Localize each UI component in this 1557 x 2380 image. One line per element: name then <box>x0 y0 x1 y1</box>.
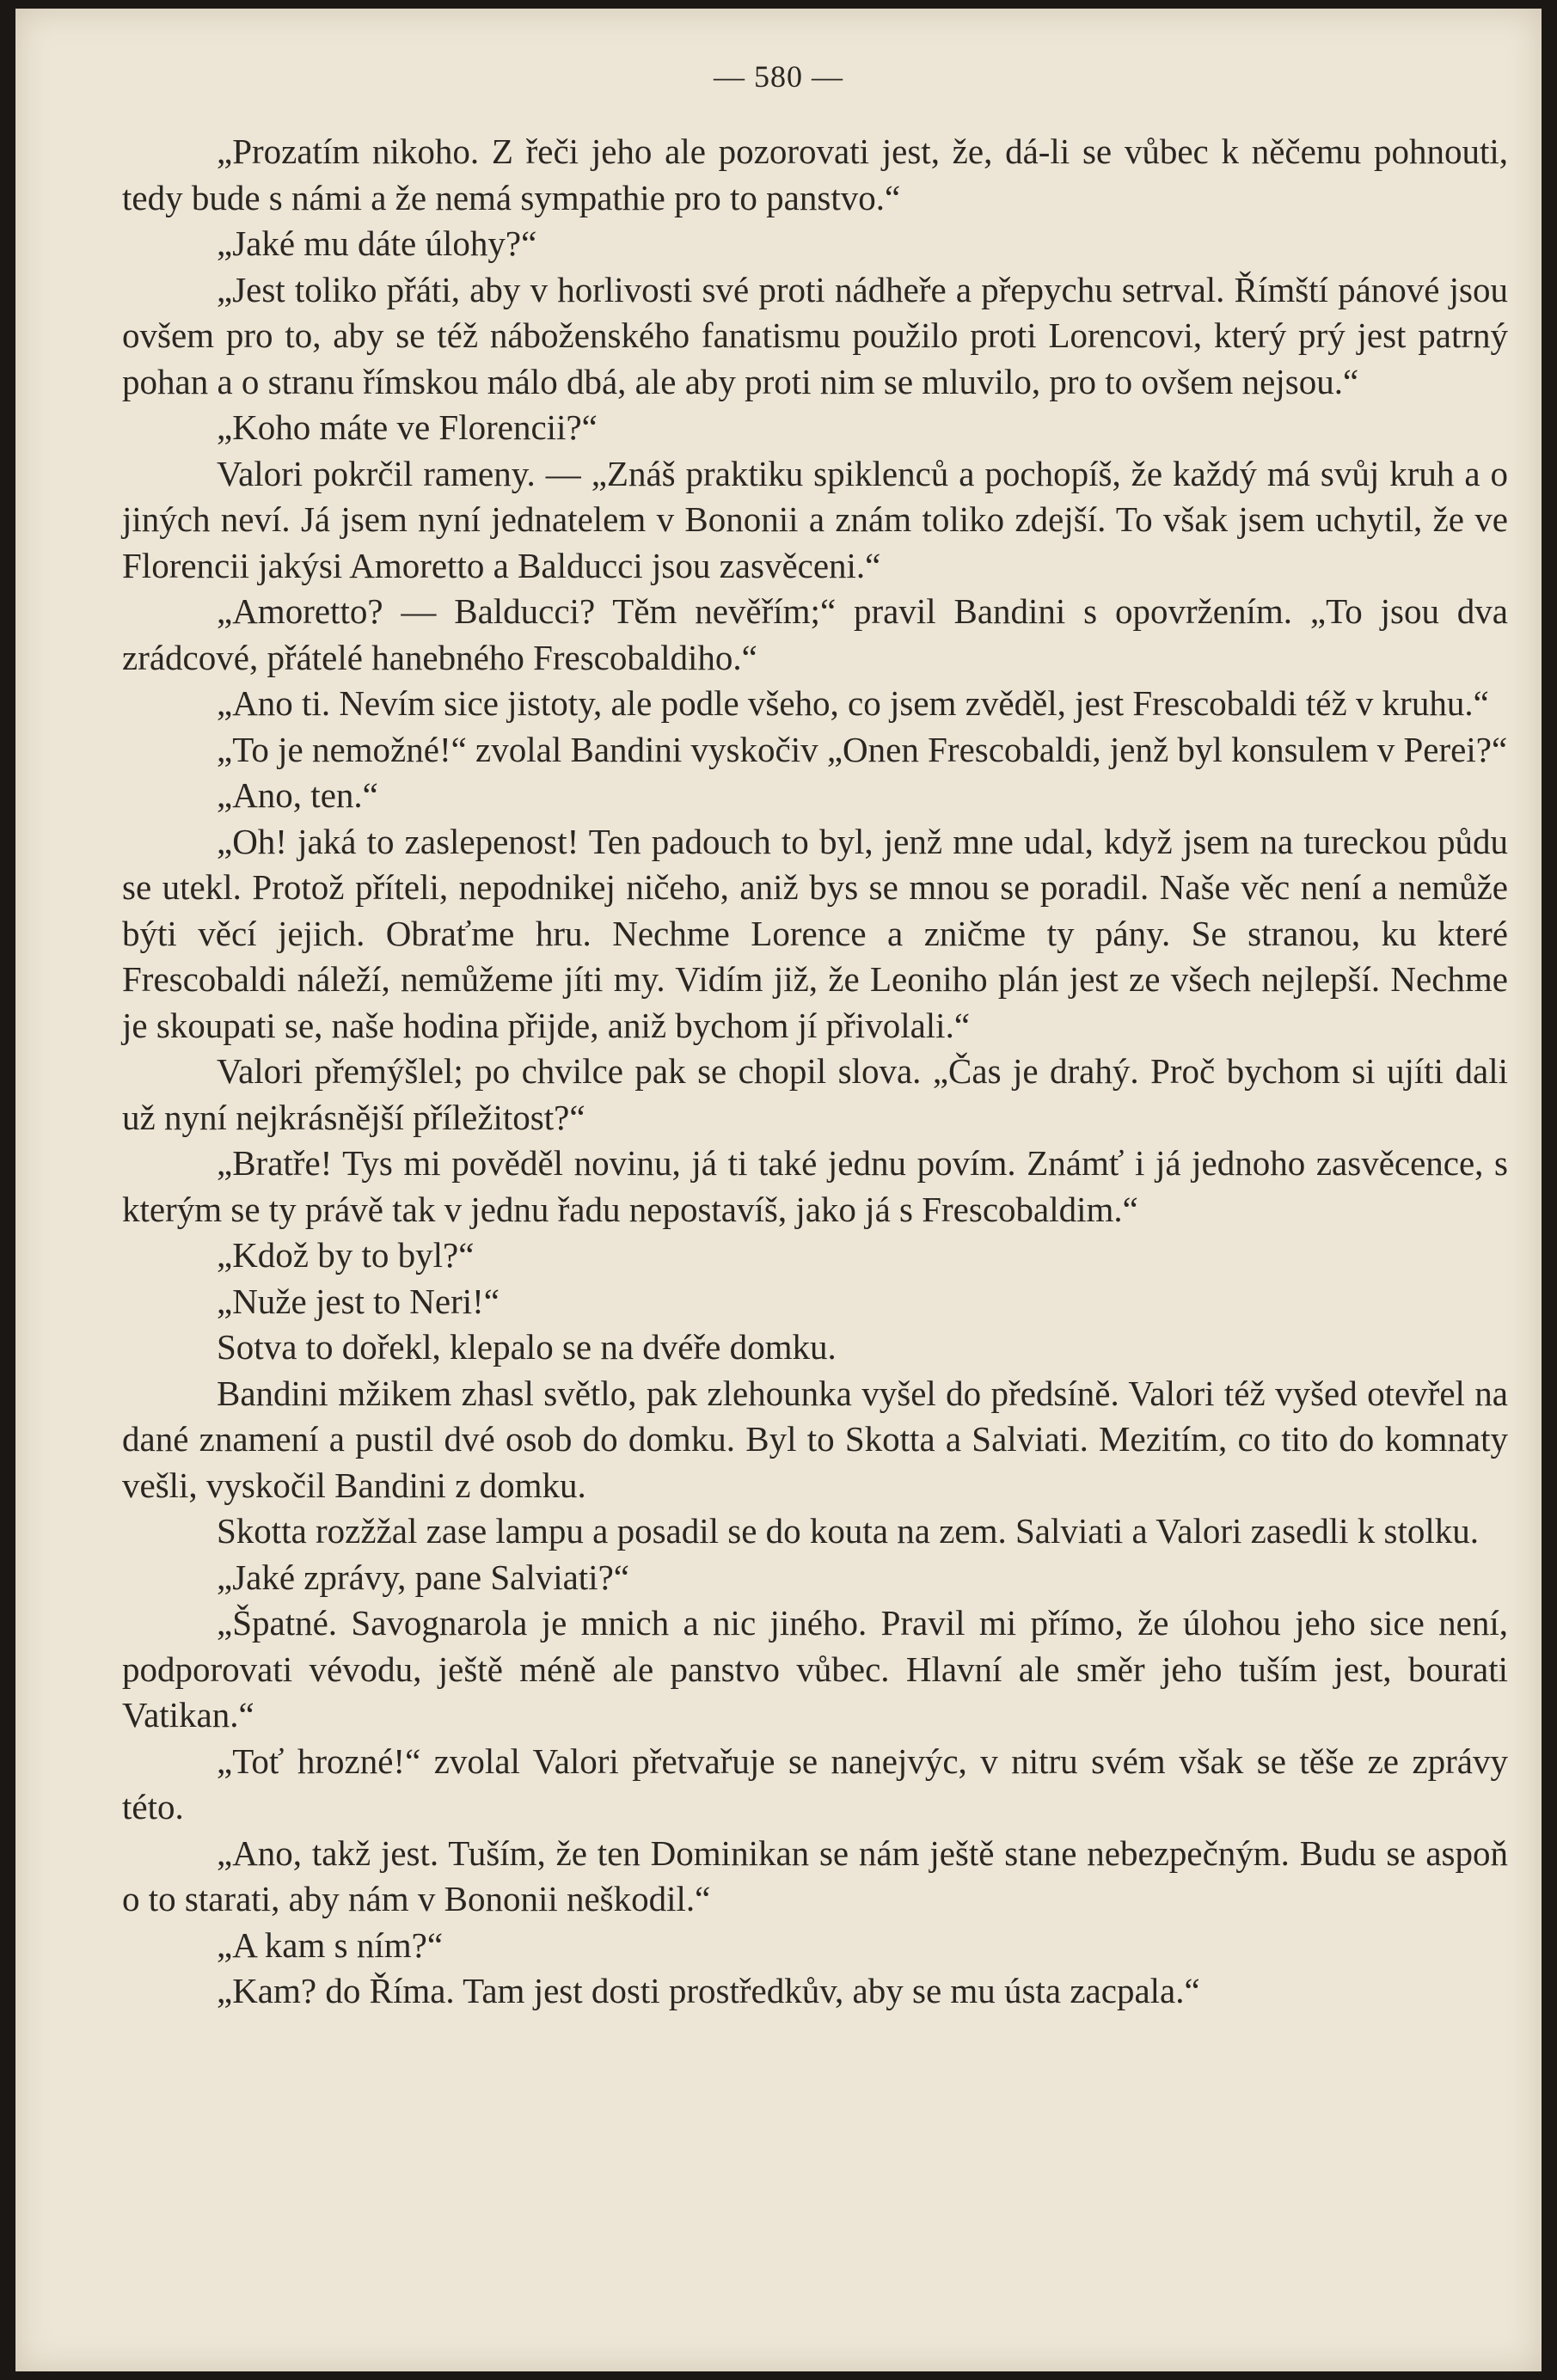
paragraph: Valori pokrčil rameny. — „Znáš praktiku spiklenců a pochopíš, že každý má svůj kruh a o jiných neví. Já jsem nyní jednatelem v Bononii a znám toliko zdejší. To však jsem uchytil, že ve Florencii jakýsi Amoretto a Balducci jsou zasvěceni.“ <box>122 453 1508 585</box>
paragraph: „A kam s ním?“ <box>217 1924 444 1965</box>
paragraph: „Koho máte ve Florencii?“ <box>217 407 598 447</box>
paragraph: „Prozatím nikoho. Z řeči jeho ale pozorovati jest, že, dá-li se vůbec k něčemu pohnouti, tedy bude s námi a že nemá sympathie pro to panstvo.“ <box>122 132 1508 217</box>
paragraph: „Jaké zprávy, pane Salviati?“ <box>217 1557 629 1597</box>
paragraph: „To je nemožné!“ zvolal Bandini vyskočiv „Onen Frescobaldi, jenž byl konsulem v Perei?“ <box>217 729 1508 769</box>
paragraph: „Jest toliko přáti, aby v horlivosti své proti nádheře a přepychu setrval. Římští pánové jsou ovšem pro to, aby se též náboženského fanatismu použilo proti Lorencovi, který prý jest patrný pohan a o stranu římskou málo dbá, ale aby proti nim se mluvilo, pro to ovšem nejsou.“ <box>122 269 1508 401</box>
paragraph: Sotva to dořekl, klepalo se na dvéře domku. <box>217 1327 837 1367</box>
paragraph: „Kdož by to byl?“ <box>217 1235 475 1275</box>
paragraph: Skotta rozžžal zase lampu a posadil se do kouta na zem. Salviati a Valori zasedli k stolku. <box>217 1511 1479 1551</box>
paragraph: „Bratře! Tys mi pověděl novinu, já ti také jednu povím. Známť i já jednoho zasvěcence, s kterým se ty právě tak v jednu řadu nepostavíš, jako já s Frescobaldim.“ <box>122 1143 1508 1229</box>
paragraph: „Jaké mu dáte úlohy?“ <box>217 223 537 263</box>
paragraph: „Ano ti. Nevím sice jistoty, ale podle všeho, co jsem zvěděl, jest Frescobaldi též v kruhu.“ <box>217 683 1489 723</box>
paragraph: „Ano, takž jest. Tuším, že ten Dominikan se nám ještě stane nebezpečným. Budu se aspoň o to starati, aby nám v Bononii neškodil.“ <box>122 1832 1508 1918</box>
paragraph: „Špatné. Savognarola je mnich a nic jiného. Pravil mi přímo, že úlohou jeho sice není, podporovati vévodu, ještě méně ale panstvo vůbec. Hlavní ale směr jeho tuším jest, bourati Vatikan.“ <box>122 1603 1508 1735</box>
paragraph: „Amoretto? — Balducci? Těm nevěřím;“ pravil Bandini s opovržením. „To jsou dva zrádcové, přátelé hanebného Frescobaldiho.“ <box>122 591 1508 677</box>
body-text <box>122 129 1508 2015</box>
paragraph: „Toť hrozné!“ zvolal Valori přetvařuje se nanejvýc, v nitru svém však se těše ze zprávy této. <box>122 1741 1508 1826</box>
paragraph: „Kam? do Říma. Tam jest dosti prostředkův, aby se mu ústa zacpala.“ <box>217 1971 1200 2010</box>
paragraph: „Ano, ten.“ <box>217 775 378 815</box>
paragraph: „Oh! jaká to zaslepenost! Ten padouch to byl, jenž mne udal, když jsem na tureckou půdu se utekl. Protož příteli, nepodnikej ničeho, aniž bys se mnou se poradil. Naše věc není a nemůže býti věcí jejich. Obraťme hru. Nechme Lorence a zničme ty pány. Se stranou, ku které Frescobaldi náleží, nemůžeme jíti my. Vidím již, že Leoniho plán jest ze všech nejlepší. Nechme je skoupati se, naše hodina přijde, aniž bychom jí přivolali.“ <box>122 821 1508 1045</box>
paragraph: „Nuže jest to Neri!“ <box>217 1281 500 1321</box>
paragraph: Bandini mžikem zhasl světlo, pak zlehounka vyšel do předsíně. Valori též vyšed otevřel na dané znamení a pustil dvé osob do domku. Byl to Skotta a Salviati. Mezitím, co tito do komnaty vešli, vyskočil Bandini z domku. <box>122 1373 1508 1505</box>
page-number: — 580 — <box>714 59 843 94</box>
book-page <box>15 9 1542 2371</box>
paragraph: Valori přemýšlel; po chvilce pak se chopil slova. „Čas je drahý. Proč bychom si ujíti dali už nyní nejkrásnější příležitost?“ <box>122 1051 1508 1137</box>
